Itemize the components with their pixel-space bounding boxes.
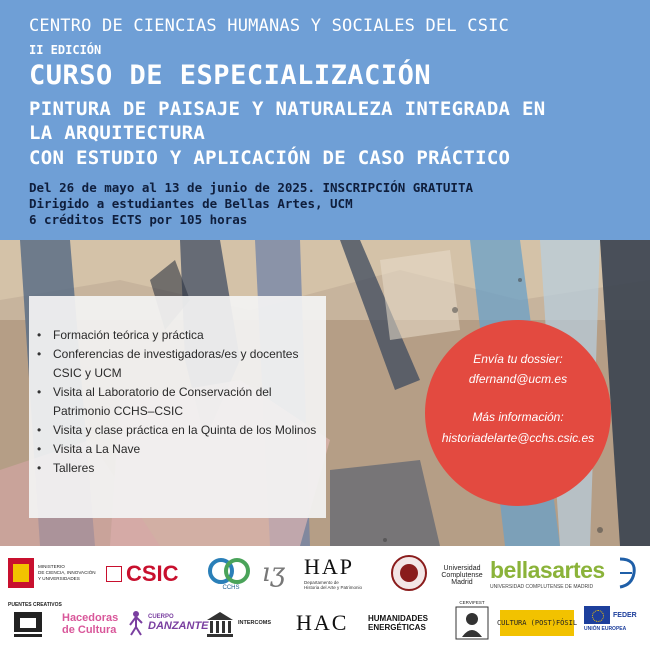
bellasartes-logo [490,552,606,594]
ucm-text: Complutense [441,571,483,579]
feder-ue-logo [584,606,646,642]
feature-item: • Formación teórica y práctica [37,326,326,345]
feature-item-continuation: CSIC y UCM [53,366,122,380]
csic-logo [106,558,194,590]
hap-text: HAP [304,554,355,579]
course-title-line: PINTURA DE PAISAJE Y NATURALEZA INTEGRADA EN [29,98,546,120]
hacedoras-text: Hacedoras [62,612,119,624]
hac-text: HAC [296,610,349,635]
ministerio-line: MINISTERIO [38,564,65,569]
cultura-postfosil-logo [496,610,578,636]
puentes-creativos-logo [8,602,62,646]
dancer-icon [126,609,146,637]
hap-subtitle: Departamento de [304,580,339,585]
course-title-line: CON ESTUDIO Y APLICACIÓN DE CASO PRÁCTICO [29,147,511,169]
ministerio-logo [8,556,103,590]
cuerpo-text: CUERPO [148,614,174,620]
features-list [29,296,326,478]
feature-item: • Talleres [37,459,326,478]
energeticas-text: ENERGÉTICAS [368,623,426,632]
course-title-line: LA ARQUITECTURA [29,122,206,144]
building-icon [205,608,235,638]
ministerio-line: DE CIENCIA, INNOVACIÓN [38,570,96,575]
hacedoras-text: de Cultura [62,624,117,636]
spain-crest-icon [8,558,34,588]
ih-mark-icon: ıʒ [262,558,285,588]
cultura-text: CULTURA (POST)FÓSIL [496,619,578,627]
more-info-email-link[interactable]: historiadelarte@cchs.csic.es [441,431,595,445]
cervifest-text: CERVIFEST [459,600,485,605]
ih-logo [262,556,296,590]
hac-logo [296,604,356,642]
feature-item-continuation: Patrimonio CCHS–CSIC [53,404,184,418]
header-band [0,0,650,240]
cervifest-mark-icon [454,605,490,641]
dates-line: Del 26 de mayo al 13 de junio de 2025. INSCRIPCIÓN GRATUITA [29,180,474,195]
hacedoras-logo [62,604,124,644]
course-type-title: CURSO DE ESPECIALIZACIÓN [29,60,432,91]
intercoms-text: INTERCOMS [238,620,271,626]
audience-line: Dirigido a estudiantes de Bellas Artes, UCM [29,196,353,211]
ucm-text: Madrid [451,578,473,586]
contact-circle [425,320,611,506]
csic-text: CSIC [126,561,179,586]
ue-text: UNIÓN EUROPEA [584,626,627,632]
ucm-crest-icon [390,552,430,594]
ucm-text: Universidad [443,564,481,572]
feature-item: • Visita al Laboratorio de Conservación del [37,383,326,402]
institute-mark-icon [614,554,644,592]
feature-item: • Visita a La Nave [37,440,326,459]
features-box [29,296,326,518]
puentes-text: PUENTES CREATIVOS [8,602,62,608]
cchs-text: CCHS [222,585,240,591]
cuerpo-danzante-logo [126,606,209,640]
hap-logo [304,554,382,594]
feature-item: • Visita y clase práctica en la Quinta de los Molinos [37,421,326,440]
bellasartes-subtitle: UNIVERSIDAD COMPLUTENSE DE MADRID [490,583,594,590]
credits-line: 6 créditos ECTS por 105 horas [29,212,248,227]
center-name: CENTRO DE CIENCIAS HUMANAS Y SOCIALES DEL CSIC [29,16,510,36]
logos-band [0,546,650,650]
hap-subtitle: Historia del Arte y Patrimonio [304,585,363,590]
send-email-link[interactable]: dfernand@ucm.es [468,372,568,386]
edition-label: II EDICIÓN [29,43,102,57]
csic-mark-icon [106,566,122,582]
intercoms-logo [205,604,291,642]
feature-item: • Conferencias de investigadoras/es y docentes [37,345,326,364]
humanidades-text: HUMANIDADES [368,614,428,623]
humanidades-energeticas-logo [368,608,448,638]
ucm-logo [434,556,490,594]
send-dossier-label: Envía tu dossier: [473,352,563,366]
puentes-mark-icon [8,608,48,640]
danzante-text: DANZANTE [148,620,209,632]
cervifest-logo [452,600,492,646]
feder-text: FEDER [613,611,637,619]
cchs-logo [202,554,260,594]
cchs-mark-icon [207,557,255,585]
eu-flag-icon [584,606,610,624]
more-info-label: Más información: [472,410,564,424]
bellasartes-text: bellasartes [490,556,605,583]
ministerio-line: Y UNIVERSIDADES [38,576,80,581]
